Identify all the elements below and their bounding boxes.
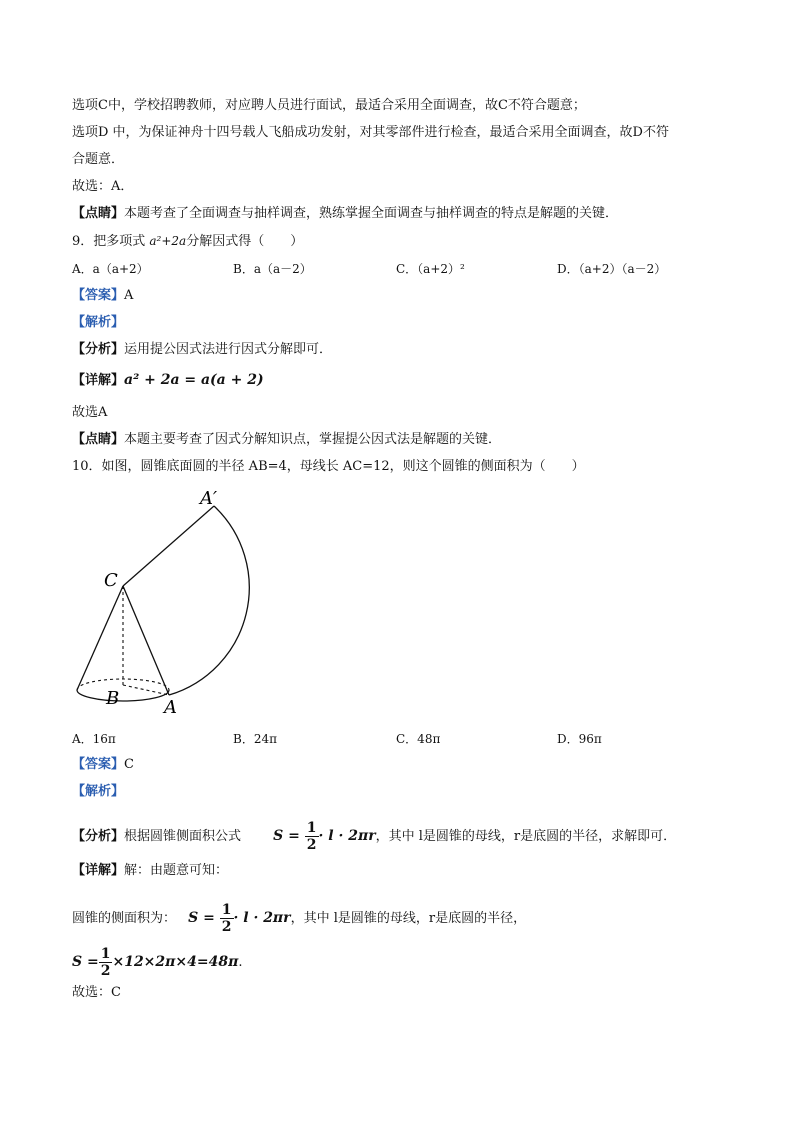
q10-calculation (72, 944, 242, 981)
choice-statement: 故选：A． (72, 179, 134, 194)
option-c-explanation: 选项C中，学校招聘教师，对应聘人员进行面试，最适合采用全面调查，故C不符合题意； (72, 98, 586, 113)
q10-jiexi (72, 783, 124, 801)
jiexi-tag: 【解析】 (72, 784, 125, 799)
xiangjie-formula: a² + 2a = a(a + 2) (124, 372, 264, 388)
answer-tag: 【答案】 (72, 757, 125, 772)
q10-option-c: C．48π (396, 732, 441, 746)
formula-lhs: S = (273, 828, 300, 844)
dianjing-note (72, 205, 618, 223)
fraction-numerator: 1 (306, 819, 317, 836)
fraction-half (99, 946, 113, 979)
fraction-denominator: 2 (100, 962, 111, 979)
xiangjie-tag: 【详解】 (72, 373, 125, 388)
question-10-stem: 10．如图，圆锥底面圆的半径 AB=4，母线长 AC=12，则这个圆锥的侧面积为（ ） (72, 459, 585, 474)
label-b: B (106, 688, 120, 709)
label-c: C (104, 570, 118, 591)
fraction-numerator: 1 (221, 901, 232, 918)
q9-stem-suffix: 分解因式得（ ） (186, 234, 304, 249)
question-9-stem (72, 232, 303, 251)
q10-answer (72, 756, 134, 774)
q9-fenxi (72, 341, 332, 359)
option-d-explanation: 选项D 中，为保证神舟十四号载人飞船成功发射，对其零部件进行检查，最适合采用全面调查，故D不符 (72, 125, 669, 140)
fenxi-tag: 【分析】 (72, 829, 125, 844)
calc-end: . (238, 955, 243, 970)
q9-stem-prefix: 9．把多项式 (72, 234, 150, 249)
fenxi-text-a: 根据圆锥侧面积公式 (124, 829, 242, 844)
xiangjie-tag: 【详解】 (72, 863, 125, 878)
q10-option-b: B．24π (233, 732, 277, 746)
dianjing-tag: 【点睛】 (72, 206, 125, 221)
fraction-denominator: 2 (306, 836, 317, 853)
formula-lhs: S = (72, 954, 99, 970)
label-a: A (164, 697, 177, 718)
option-d-explanation-cont: 合题意． (72, 152, 125, 167)
generatrix-ca-prime (123, 506, 214, 586)
fraction-half (305, 820, 319, 853)
q9-polynomial: a²+2a (149, 234, 187, 248)
formula-rhs: · l · 2πr (318, 828, 376, 844)
q10-option-d: D．96π (557, 732, 602, 746)
q10-option-a: A．16π (72, 732, 116, 746)
calc-rhs: ×12×2π×4=48π (112, 954, 239, 970)
fraction-half (220, 902, 234, 935)
answer-value: C (124, 757, 134, 772)
label-a-prime: A′ (200, 488, 218, 509)
fenxi-tag: 【分析】 (72, 342, 125, 357)
q10-fenxi (72, 818, 676, 855)
area-formula (273, 819, 376, 853)
cone-left-slant (77, 586, 123, 690)
q9-option-d: D．（a+2）（a－2） (557, 262, 667, 276)
q9-option-c: C．（a+2）² (396, 262, 465, 276)
side-text-a: 圆锥的侧面积为： (72, 911, 177, 926)
cone-figure (60, 482, 260, 722)
jiexi-tag: 【解析】 (72, 315, 125, 330)
answer-value: A (124, 288, 134, 303)
dianjing-text: 本题主要考查了因式分解知识点，掌握提公因式法是解题的关键． (124, 432, 502, 447)
formula-lhs: S = (188, 910, 215, 926)
radius-ab (123, 685, 169, 695)
fenxi-text-b: ，其中 l是圆锥的母线，r是底圆的半径，求解即可． (375, 829, 677, 844)
fraction-denominator: 2 (221, 918, 232, 935)
side-area-formula (188, 901, 291, 935)
q9-choose: 故选A (72, 405, 108, 420)
side-text-b: ，其中 l是圆锥的母线，r是底圆的半径， (290, 911, 527, 926)
q9-dianjing (72, 431, 501, 449)
q9-jiexi (72, 314, 124, 332)
q10-xiangjie (72, 862, 228, 880)
fraction-numerator: 1 (100, 945, 111, 962)
fenxi-text: 运用提公因式法进行因式分解即可． (124, 342, 333, 357)
xiangjie-text: 解：由题意可知： (124, 863, 229, 878)
formula-rhs: · l · 2πr (233, 910, 291, 926)
dianjing-tag: 【点睛】 (72, 432, 125, 447)
dianjing-text: 本题考查了全面调查与抽样调查，熟练掌握全面调查与抽样调查的特点是解题的关键． (124, 206, 619, 221)
answer-tag: 【答案】 (72, 288, 125, 303)
q9-answer (72, 287, 133, 305)
q10-choose: 故选：C (72, 985, 121, 1000)
q9-xiangjie (72, 371, 264, 390)
calc-formula (72, 945, 239, 979)
q10-side-area (72, 900, 526, 937)
q9-option-a: A．a（a+2） (72, 262, 149, 276)
q9-option-b: B．a（a－2） (233, 262, 312, 276)
